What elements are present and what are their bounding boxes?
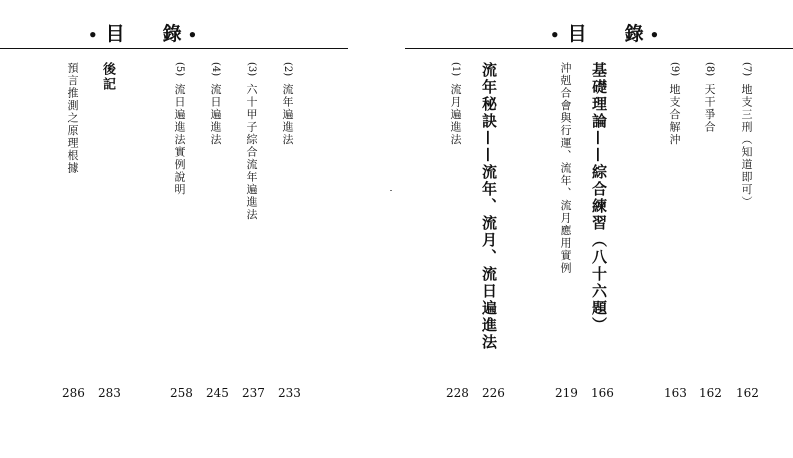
toc-entry-title: 流年遍進法	[281, 83, 294, 146]
toc-entry-number: (9)	[669, 62, 680, 77]
bullet: •	[187, 26, 200, 44]
bullet: •	[649, 26, 662, 44]
toc-entry-title: 後記	[100, 62, 115, 92]
toc-entry[interactable]	[279, 62, 295, 146]
toc-entry-number: (7)	[741, 62, 752, 77]
toc-page-number: 166	[591, 386, 614, 400]
toc-entry-number: (8)	[704, 62, 715, 77]
page-header	[550, 19, 661, 46]
toc-page-number: 219	[555, 386, 578, 400]
toc-entry-title: 地支合解沖	[668, 83, 681, 146]
toc-entry-title: 天干爭合	[703, 83, 716, 134]
toc-entry[interactable]	[591, 62, 607, 334]
toc-page-number: 163	[664, 386, 687, 400]
toc-entry-title: 基礎理論——綜合練習（八十六題）	[590, 62, 608, 334]
toc-entry-title: 流月遍進法	[449, 83, 462, 146]
toc-entry[interactable]	[64, 62, 80, 175]
bullet: •	[88, 26, 100, 44]
toc-page-number: 226	[482, 386, 505, 400]
left-page	[0, 0, 360, 458]
header-char-mu: 目	[105, 23, 127, 45]
toc-page-number: 233	[278, 386, 301, 400]
toc-page-number: 237	[242, 386, 265, 400]
toc-page-number: 228	[446, 386, 469, 400]
toc-page-number: 258	[170, 386, 193, 400]
toc-entry-title: 流日遍進法實例說明	[173, 83, 186, 196]
header-char-lu: 錄	[624, 23, 646, 45]
toc-entry-title: 地支三刑（知道即可）	[740, 83, 753, 209]
toc-page-number: 286	[62, 386, 85, 400]
toc-entry[interactable]	[207, 62, 223, 146]
toc-entry-number: (2)	[282, 62, 293, 77]
toc-entry[interactable]	[99, 62, 115, 92]
toc-entry-title: 六十甲子綜合流年遍進法	[245, 83, 258, 221]
bullet: •	[550, 26, 562, 44]
toc-entry-number: (4)	[210, 62, 221, 77]
header-char-lu: 錄	[162, 23, 184, 45]
toc-entry[interactable]	[701, 62, 717, 133]
toc-entry-number: (5)	[174, 62, 185, 77]
toc-page-number: 162	[699, 386, 722, 400]
scan-speck	[390, 190, 392, 191]
toc-entry-number: (3)	[246, 62, 257, 77]
toc-entry[interactable]	[738, 62, 754, 208]
toc-entry[interactable]	[171, 62, 187, 196]
toc-entry[interactable]	[447, 62, 463, 146]
header-char-mu: 目	[567, 23, 589, 45]
toc-entry[interactable]	[243, 62, 259, 221]
toc-page-number: 245	[206, 386, 229, 400]
toc-entry-title: 流日遍進法	[209, 83, 222, 146]
header-rule	[405, 48, 793, 49]
toc-entry[interactable]	[557, 62, 573, 275]
page-header	[88, 19, 199, 46]
toc-entry-title: 沖剋合會與行運、流年、流月應用實例	[559, 62, 572, 275]
header-rule	[0, 48, 348, 49]
toc-entry[interactable]	[481, 62, 497, 351]
toc-entry-title: 流年秘訣——流年、流月、流日遍進法	[480, 62, 498, 351]
toc-entry[interactable]	[666, 62, 682, 146]
toc-entry-title: 預言推測之原理根據	[66, 62, 79, 175]
right-page	[405, 0, 793, 458]
toc-page-number: 283	[98, 386, 121, 400]
toc-entry-number: (1)	[450, 62, 461, 77]
toc-page-number: 162	[736, 386, 759, 400]
